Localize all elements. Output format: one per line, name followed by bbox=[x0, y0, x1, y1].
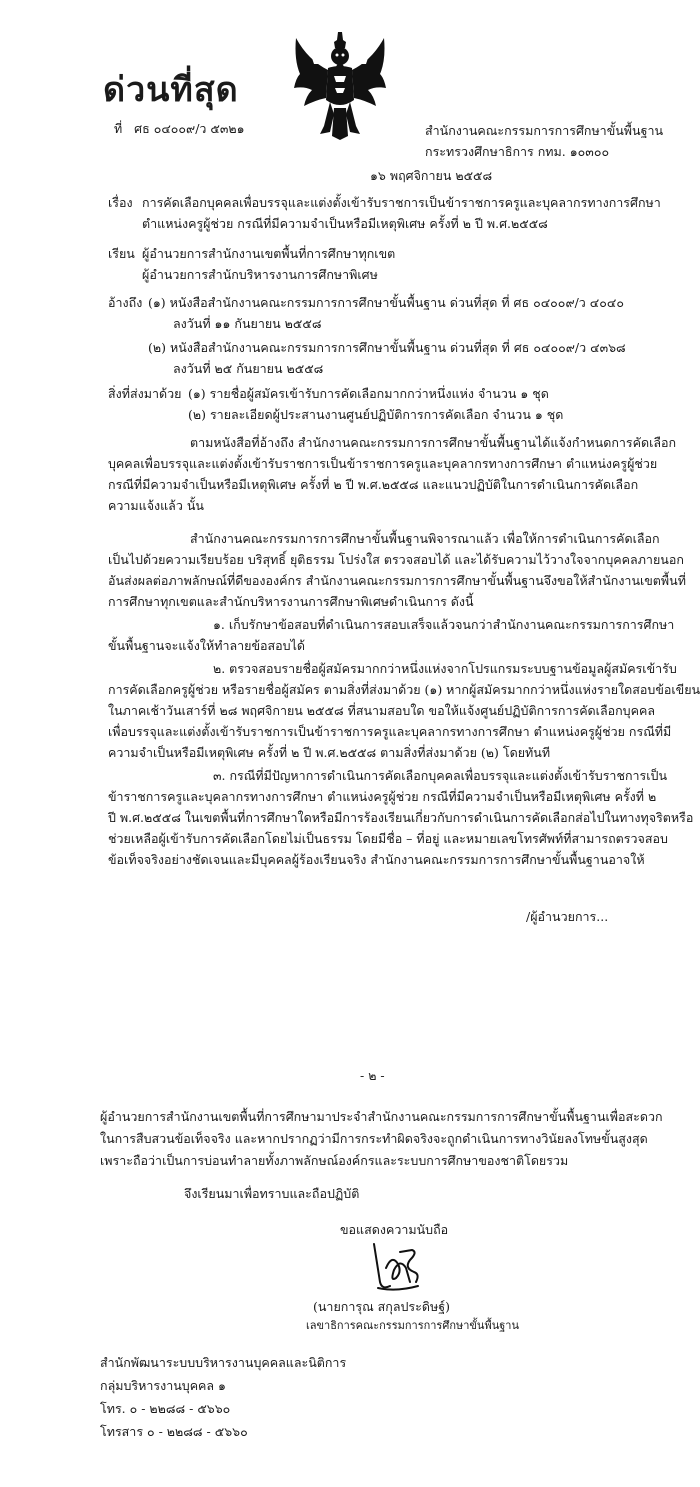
closing-line: จึงเรียนมาเพื่อทราบและถือปฏิบัติ bbox=[184, 1186, 360, 1201]
body-line: เพราะถือว่าเป็นการบ่อนทำลายทั้งภาพลักษณ์องค์กรและระบบการศึกษาของชาติโดยรวม bbox=[100, 1153, 569, 1168]
recipient-line: ผู้อำนวยการสำนักบริหารงานการศึกษาพิเศษ bbox=[142, 267, 378, 282]
body-line: บุคคลเพื่อบรรจุและแต่งตั้งเข้ารับราชการเป็นข้าราชการครูและบุคลากรทางการศึกษา ตำแหน่งครูผู้ช่วย bbox=[108, 456, 658, 471]
list-item: ๒. ตรวจสอบรายชื่อผู้สมัครมากกว่าหนึ่งแห่งจากโปรแกรมระบบฐานข้อมูลผู้สมัครเข้ารับ bbox=[213, 661, 677, 676]
reference-date: ลงวันที่ ๑๑ กันยายน ๒๕๕๘ bbox=[173, 316, 322, 331]
list-item: ขั้นพื้นฐานจะแจ้งให้ทำลายข้อสอบได้ bbox=[108, 638, 305, 653]
signer-name: (นายการุณ สกุลประดิษฐ์) bbox=[313, 1299, 450, 1314]
list-item: เพื่อบรรจุและแต่งตั้งเข้ารับราชการเป็นข้าราชการครูและบุคลากรทางการศึกษา ตำแหน่งครูผู้ช่วย กรณีที่มี bbox=[108, 724, 672, 739]
list-item: ข้อเท็จจริงอย่างชัดเจนและมีบุคคลผู้ร้องเรียนจริง สำนักงานคณะกรรมการการศึกษาขั้นพื้นฐานอาจให้ bbox=[108, 852, 645, 867]
body-line: ในการสืบสวนข้อเท็จจริง และหากปรากฏว่ามีการกระทำผิดจริงจะถูกดำเนินการทางวินัยลงโทษขั้นสูงสุด bbox=[100, 1131, 648, 1146]
subject-label: เรื่อง bbox=[108, 195, 133, 210]
enclosure-label: สิ่งที่ส่งมาด้วย bbox=[108, 386, 182, 401]
subject-line: การคัดเลือกบุคคลเพื่อบรรจุและแต่งตั้งเข้ารับราชการเป็นข้าราชการครูและบุคลากรทางการศึกษา bbox=[142, 195, 661, 210]
handwritten-signature bbox=[366, 1238, 426, 1296]
list-item: ในภาคเช้าวันเสาร์ที่ ๒๘ พฤศจิกายน ๒๕๕๘ ที่สนามสอบใด ขอให้แจ้งศูนย์ปฏิบัติการการคัดเลือกบุคคล bbox=[108, 703, 655, 718]
document-number-label: ที่ bbox=[114, 121, 123, 136]
body-line: ผู้อำนวยการสำนักงานเขตพื้นที่การศึกษามาประจำสำนักงานคณะกรรมการการศึกษาขั้นพื้นฐานเพื่อสะดวก bbox=[100, 1109, 663, 1124]
department: สำนักพัฒนาระบบบริหารงานบุคคลและนิติการ bbox=[100, 1355, 347, 1370]
page-number: - ๒ - bbox=[360, 1068, 385, 1083]
document-date: ๑๖ พฤศจิกายน ๒๕๕๘ bbox=[370, 168, 493, 183]
list-item: ความจำเป็นหรือมีเหตุพิเศษ ครั้งที่ ๒ ปี พ.ศ.๒๕๕๘ ตามสิ่งที่ส่งมาด้วย (๒) โดยทันที bbox=[108, 745, 551, 760]
subject-line: ตำแหน่งครูผู้ช่วย กรณีที่มีความจำเป็นหรือมีเหตุพิเศษ ครั้งที่ ๒ ปี พ.ศ.๒๕๕๘ bbox=[142, 216, 548, 231]
reference-item: (๑) หนังสือสำนักงานคณะกรรมการการศึกษาขั้นพื้นฐาน ด่วนที่สุด ที่ ศธ ๐๔๐๐๙/ว ๔๐๔๐ bbox=[148, 295, 624, 310]
list-item: ๑. เก็บรักษาข้อสอบที่ดำเนินการสอบเสร็จแล้วจนกว่าสำนักงานคณะกรรมการการศึกษา bbox=[213, 617, 675, 632]
body-line: สำนักงานคณะกรรมการการศึกษาขั้นพื้นฐานพิจารณาแล้ว เพื่อให้การดำเนินการคัดเลือก bbox=[190, 531, 660, 546]
body-line: เป็นไปด้วยความเรียบร้อย บริสุทธิ์ ยุติธรรม โปร่งใส ตรวจสอบได้ และได้รับความไว้วางใจจากบุคคลภายนอก bbox=[108, 552, 684, 567]
telephone: โทร. ๐ - ๒๒๘๘ - ๕๖๖๐ bbox=[100, 1401, 231, 1416]
office-name: สำนักงานคณะกรรมการการศึกษาขั้นพื้นฐาน bbox=[425, 123, 664, 138]
continuation-marker: /ผู้อำนวยการ... bbox=[526, 909, 609, 924]
enclosure-item: (๒) รายละเอียดผู้ประสานงานศูนย์ปฏิบัติการการคัดเลือก จำนวน ๑ ชุด bbox=[188, 407, 564, 422]
list-item: ข้าราชการครูและบุคลากรทางการศึกษา ตำแหน่งครูผู้ช่วย กรณีที่มีความจำเป็นหรือมีเหตุพิเศษ ครั้งที่ ๒ bbox=[108, 789, 657, 804]
body-line: ความแจ้งแล้ว นั้น bbox=[108, 498, 204, 513]
list-item: ปี พ.ศ.๒๕๕๘ ในเขตพื้นที่การศึกษาใดหรือมีการร้องเรียนเกี่ยวกับการดำเนินการคัดเลือกส่อไปในทางทุจริตหรือ bbox=[108, 810, 694, 825]
signer-title: เลขาธิการคณะกรรมการการศึกษาขั้นพื้นฐาน bbox=[306, 1319, 519, 1332]
urgent-stamp: ด่วนที่สุด bbox=[103, 70, 239, 110]
reference-date: ลงวันที่ ๒๕ กันยายน ๒๕๕๘ bbox=[173, 361, 324, 376]
document-number-value: ศธ ๐๔๐๐๙/ว ๕๓๒๑ bbox=[134, 121, 245, 136]
department-group: กลุ่มบริหารงานบุคคล ๑ bbox=[100, 1378, 226, 1393]
recipient-line: ผู้อำนวยการสำนักงานเขตพื้นที่การศึกษาทุกเขต bbox=[142, 246, 396, 261]
garuda-emblem bbox=[290, 30, 390, 140]
reference-label: อ้างถึง bbox=[108, 295, 143, 310]
document-number bbox=[114, 119, 245, 139]
reference-item: (๒) หนังสือสำนักงานคณะกรรมการการศึกษาขั้นพื้นฐาน ด่วนที่สุด ที่ ศธ ๐๔๐๐๙/ว ๔๓๖๘ bbox=[148, 340, 626, 355]
regards: ขอแสดงความนับถือ bbox=[340, 1222, 449, 1237]
enclosure-item: (๑) รายชื่อผู้สมัครเข้ารับการคัดเลือกมากกว่าหนึ่งแห่ง จำนวน ๑ ชุด bbox=[188, 386, 549, 401]
to-label: เรียน bbox=[108, 246, 135, 261]
body-line: ตามหนังสือที่อ้างถึง สำนักงานคณะกรรมการการศึกษาขั้นพื้นฐานได้แจ้งกำหนดการคัดเลือก bbox=[190, 435, 677, 450]
office-address: กระทรวงศึกษาธิการ กทม. ๑๐๓๐๐ bbox=[425, 144, 610, 159]
page-divider bbox=[0, 985, 700, 986]
body-line: อันส่งผลต่อภาพลักษณ์ที่ดีขององค์กร สำนักงานคณะกรรมการการศึกษาขั้นพื้นฐานจึงขอให้สำนักงานเขตพื้นที่ bbox=[108, 573, 686, 588]
body-line: การศึกษาทุกเขตและสำนักบริหารงานการศึกษาพิเศษดำเนินการ ดังนี้ bbox=[108, 594, 474, 609]
list-item: การคัดเลือกครูผู้ช่วย หรือรายชื่อผู้สมัคร ตามสิ่งที่ส่งมาด้วย (๑) หากผู้สมัครมากกว่าหนึ่งแห่งรายใดสอบข้อเขียน bbox=[108, 682, 700, 697]
body-line: กรณีที่มีความจำเป็นหรือมีเหตุพิเศษ ครั้งที่ ๒ ปี พ.ศ.๒๕๕๘ และแนวปฏิบัติในการดำเนินการคัดเลือก bbox=[108, 477, 639, 492]
fax: โทรสาร ๐ - ๒๒๘๘ - ๕๖๖๐ bbox=[100, 1424, 248, 1439]
list-item: ช่วยเหลือผู้เข้ารับการคัดเลือกโดยไม่เป็นธรรม โดยมีชื่อ – ที่อยู่ และหมายเลขโทรศัพท์ที่สามารถตรวจสอบ bbox=[108, 831, 668, 846]
list-item: ๓. กรณีที่มีปัญหาการดำเนินการคัดเลือกบุคคลเพื่อบรรจุและแต่งตั้งเข้ารับราชการเป็น bbox=[213, 768, 667, 783]
